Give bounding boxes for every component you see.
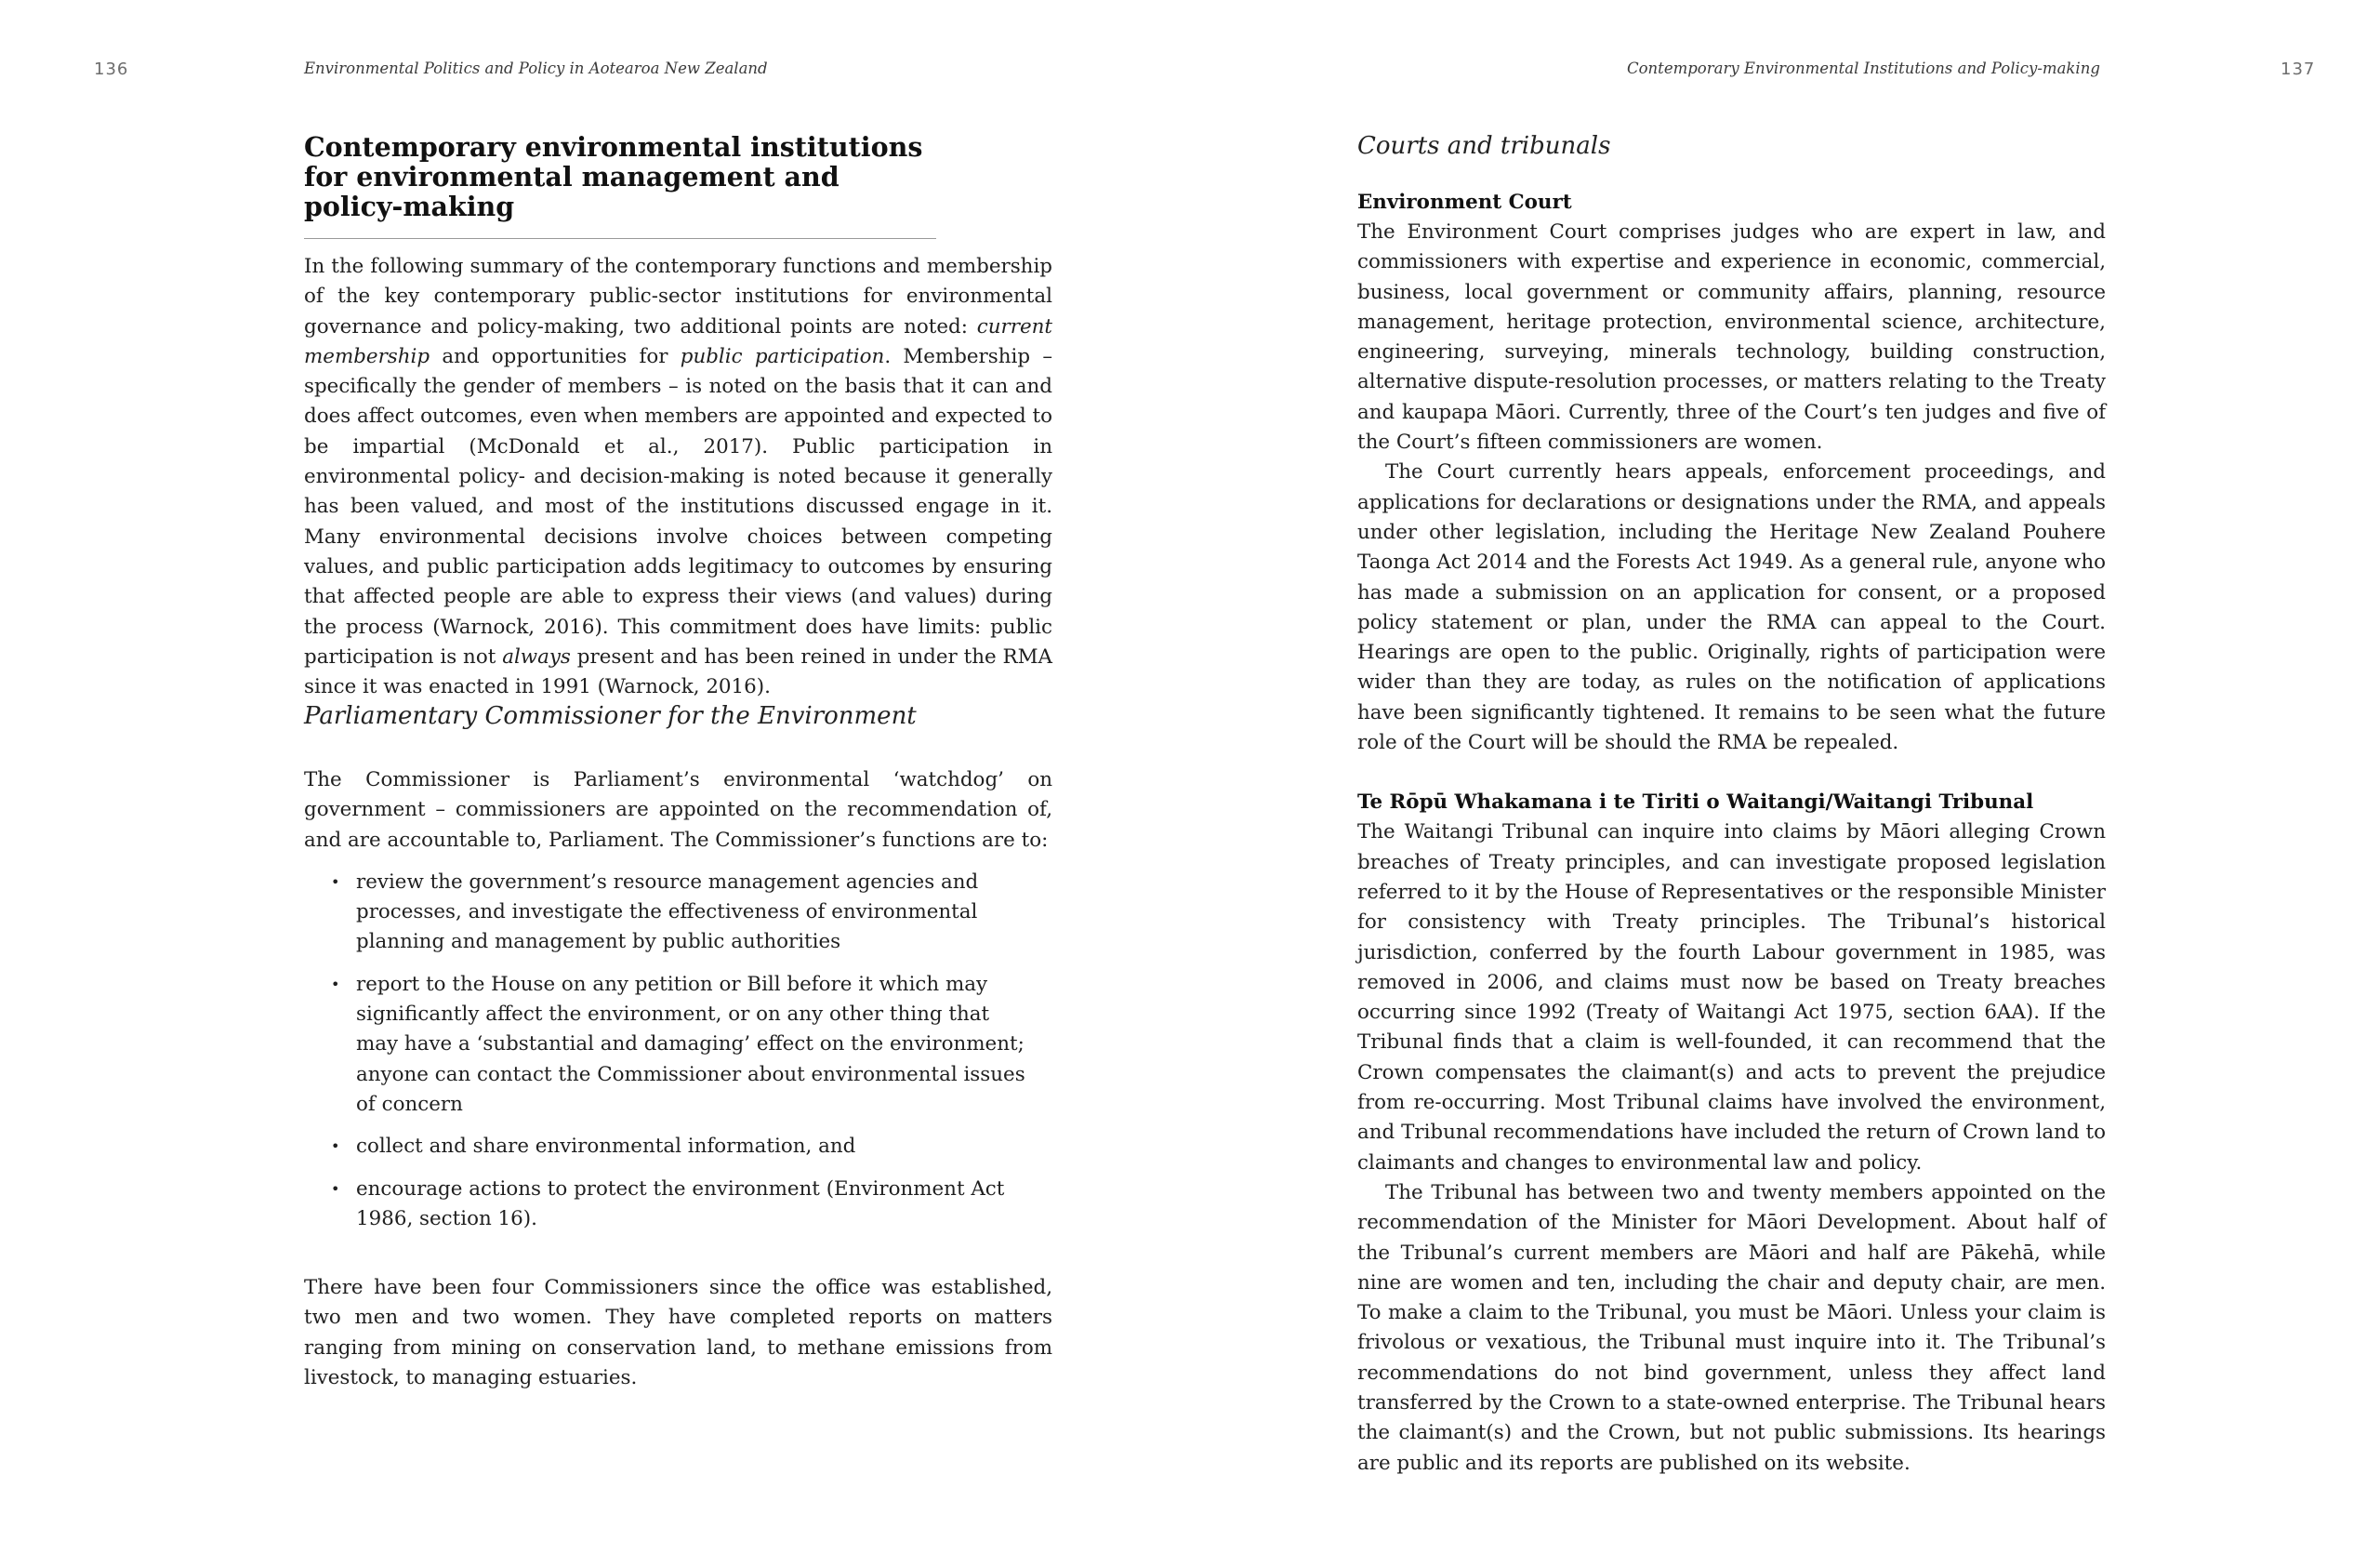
list-item-text: review the government’s resource management agencies and processes, and investigate the effectiveness of environmental planning and management by public authorities xyxy=(356,870,979,954)
closing-paragraph: There have been four Commissioners since the office was established, two men and two women. They have completed reports on matters ranging from mining on conservation land, to methane emissions from livestock, to managing estuaries. xyxy=(304,1276,1052,1390)
tribunal-paragraph-2: The Tribunal has between two and twenty members appointed on the recommendation of the Minister for Māori Development. About half of the Tribunal’s current members are Māori and half are Pākehā, while nine are women and ten, including the chair and deputy chair, are men. To make a claim to the Tribunal, you must be Māori. Unless your claim is frivolous or vexatious, the Tribunal must inquire into it. The Tribunal’s recommendations do not bind government, unless they affect land transferred by the Crown to a state-owned enterprise. The Tribunal hears the claimant(s) and the Crown, but not public submissions. Its hearings are public and its reports are published on its website. xyxy=(1357,1180,2106,1475)
list-item xyxy=(304,868,1029,958)
intro-text-3: . Membership – specifically the gender of members – is noted on the basis that it can and does affect outcomes, even when members are appointed and expected to be impartial (McDonald et al., 2017). Public participation in environmental policy- and decision-making is noted because it generally has been valued, and most of the institutions discussed engage in it. Many environmental decisions involve choices between competing values, and public participation adds legitimacy to outcomes by ensuring that affected people are able to express their views (and values) during the process (Warnock, 2016). This commitment does have limits: public participation is not xyxy=(304,344,1053,669)
intro-text-1: In the following summary of the contemporary functions and membership of the key contemporary public-sector institutions for environmental governance and policy-making, two additional points are noted: xyxy=(304,255,1052,339)
list-item xyxy=(304,1132,1029,1162)
list-item xyxy=(304,1175,1029,1235)
list-item xyxy=(304,970,1029,1120)
running-head-right: Contemporary Environmental Institutions and Policy-making xyxy=(1627,60,2100,77)
intro-paragraph xyxy=(304,252,1052,702)
intro-emphasis-always: always xyxy=(502,644,571,669)
section-heading-institutions: Contemporary environmental institutions for environmental management and policy-making xyxy=(304,132,936,239)
tribunal-paragraph-1: The Waitangi Tribunal can inquire into claims by Māori alleging Crown breaches of Treaty principles, and can investigate proposed legislation referred to it by the House of Representatives or the responsible Minister for consistency with Treaty principles. The Tribunal’s historical jurisdiction, conferred by the fourth Labour government in 1985, was removed in 2006, and claims must now be based on Treaty breaches occurring since 1992 (Treaty of Waitangi Act 1975, section 6AA). If the Tribunal finds that a claim is well-founded, it can recommend that the Crown compensates the claimant(s) and acts to prevent the prejudice from re-occurring. Most Tribunal claims have involved the environment, and Tribunal recommendations have included the return of Crown land to claimants and changes to environmental law and policy. xyxy=(1357,820,2106,1175)
bullet-icon: • xyxy=(331,975,340,993)
heading-environment-court: Environment Court xyxy=(1357,191,1572,214)
heading-waitangi-tribunal: Te Rōpū Whakamana i te Tiriti o Waitangi/Waitangi Tribunal xyxy=(1357,790,2034,815)
pce-intro-paragraph: The Commissioner is Parliament’s environmental ‘watchdog’ on government – commissioners are appointed on the recommendation of, and are accountable to, Parliament. The Commissioner’s functions are to: xyxy=(304,768,1052,852)
subheading-courts: Courts and tribunals xyxy=(1357,132,1611,160)
environment-court-paragraph-2: The Court currently hears appeals, enforcement proceedings, and applications for declarations or designations under the RMA, and appeals under other legislation, including the Heritage New Zealand Pouhere Taonga Act 2014 and the Forests Act 1949. As a general rule, anyone who has made a submission on an application for consent, or a proposed policy statement or plan, under the RMA can appeal to the Court. Hearings are open to the public. Originally, rights of participation were wider than they are today, as rules on the notification of applications have been significantly tightened. It remains to be seen what the future role of the Court will be should the RMA be repealed. xyxy=(1357,460,2106,755)
right-page xyxy=(1190,0,2380,1554)
page-number-right: 137 xyxy=(2281,60,2316,79)
list-item-text: report to the House on any petition or Bill before it which may significantly affect the environment, or on any other thing that may have a ‘substantial and damaging’ effect on the environment; anyone can contact the Commissioner about environmental issues of concern xyxy=(356,972,1025,1116)
bullet-icon: • xyxy=(331,872,340,891)
bullet-icon: • xyxy=(331,1137,340,1156)
subheading-pce: Parliamentary Commissioner for the Environment xyxy=(304,702,917,730)
list-item-text: collect and share environmental information, and xyxy=(356,1135,856,1159)
intro-emphasis-participation: public participation xyxy=(680,344,885,368)
environment-court-paragraph-1: The Environment Court comprises judges who are expert in law, and commissioners with expertise and experience in economic, commercial, business, local government or community affairs, planning, resource management, heritage protection, environmental science, architecture, engineering, surveying, minerals technology, building construction, alternative dispute-resolution processes, or matters relating to the Treaty and kaupapa Māori. Currently, three of the Court’s ten judges and five of the Court’s fifteen commissioners are women. xyxy=(1357,220,2106,455)
list-item-text: encourage actions to protect the environment (Environment Act 1986, section 16). xyxy=(356,1176,1005,1230)
pce-column xyxy=(304,702,1052,730)
bullet-icon: • xyxy=(331,1179,340,1198)
pce-body xyxy=(304,765,1052,1393)
page-number-left: 136 xyxy=(94,60,129,79)
intro-text-4: present and has been reined in under the RMA since it was enacted in 1991 (Warnock, 2016). xyxy=(304,644,1053,699)
pce-functions-list xyxy=(304,868,1029,1234)
right-column xyxy=(1357,132,2106,1479)
left-column xyxy=(304,132,1052,702)
intro-text-2: and opportunities for xyxy=(430,344,681,368)
intro-emphasis-membership: current membership xyxy=(304,314,1052,368)
running-head-left: Environmental Politics and Policy in Aotearoa New Zealand xyxy=(304,60,768,77)
